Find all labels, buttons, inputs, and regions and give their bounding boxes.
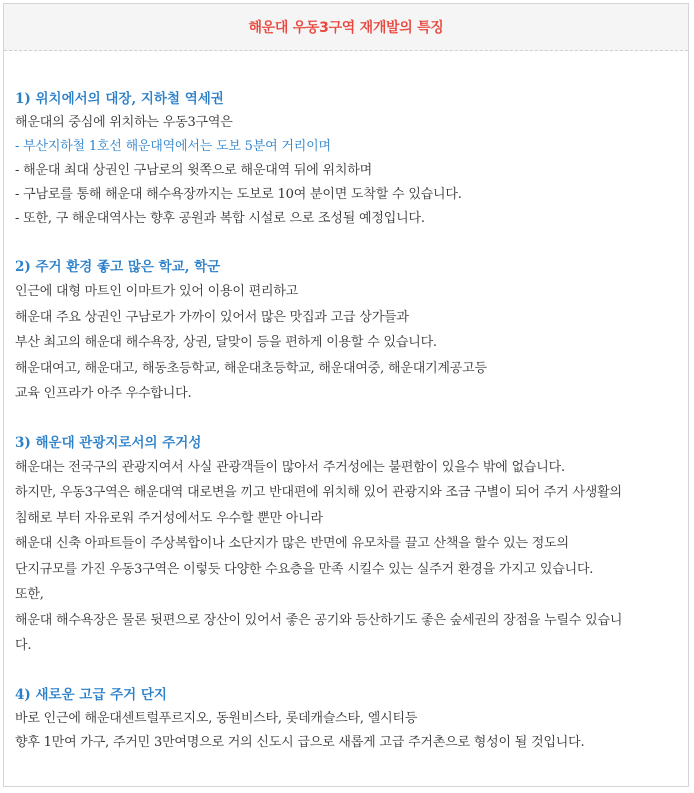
text-line: 해운대는 전국구의 관광지여서 사실 관광객들이 많아서 주거성에는 불편함이 있을수 밖에 없습니다. [15, 459, 565, 475]
section-title: 3) 해운대 관광지로서의 주거성 [15, 434, 202, 451]
page-title: 해운대 우동3구역 재개발의 특징 [248, 20, 444, 36]
section-location [15, 87, 677, 231]
section-environment [15, 255, 677, 407]
header-bar [4, 4, 688, 51]
text-line: 해운대 주요 상권인 구남로가 가까이 있어서 많은 맛집과 고급 상가들과 [15, 309, 409, 325]
text-line: 인근에 대형 마트인 이마트가 있어 이용이 편리하고 [15, 284, 299, 299]
text-line: 해운대여고, 해운대고, 해동초등학교, 해운대초등학교, 해운대여중, 해운대기계공고등 [15, 360, 487, 376]
text-line: - 해운대 최대 상권인 구남로의 윗쪽으로 해운대역 뒤에 위치하며 [15, 163, 372, 178]
section-title: 2) 주거 환경 좋고 많은 학교, 학군 [15, 259, 221, 275]
section-title: 1) 위치에서의 대장, 지하철 역세권 [15, 91, 224, 107]
section-title: 4) 새로운 고급 주거 단지 [15, 686, 167, 703]
text-line: 단지규모를 가진 우동3구역은 이렇듯 다양한 수요층을 만족 시킬수 있는 실주거 환경을 가지고 있습니다. [15, 561, 594, 577]
text-line: 해운대 신축 아파트들이 주상복합이나 소단지가 많은 반면에 유모차를 끌고 산책을 할수 있는 정도의 [15, 536, 569, 551]
text-line: 다. [15, 638, 32, 653]
text-line: 향후 1만여 가구, 주거민 3만여명으로 거의 신도시 급으로 새롭게 고급 주거촌으로 형성이 될 것입니다. [15, 734, 585, 750]
text-line: 또한, [15, 587, 44, 602]
section-new-complex [15, 683, 677, 755]
text-line: 바로 인근에 해운대센트럴푸르지오, 동원비스타, 롯데캐슬스타, 엘시티등 [15, 710, 418, 726]
article-frame [3, 3, 689, 787]
text-line: - 구남로를 통해 해운대 해수욕장까지는 도보로 10여 분이면 도착할 수 있습니다. [15, 187, 462, 202]
text-line: 해운대 해수욕장은 물론 뒷편으로 장산이 있어서 좋은 공기와 등산하기도 좋은 숲세권의 장점을 누릴수 있습니 [15, 612, 623, 628]
text-line: 침해로 부터 자유로워 주거성에서도 우수할 뿐만 아니라 [15, 510, 323, 526]
text-line: - 부산지하철 1호선 해운대역에서는 도보 5분여 거리이며 [15, 139, 331, 154]
text-line: - 또한, 구 해운대역사는 향후 공원과 복합 시설로 으로 조성될 예정입니다. [15, 211, 425, 226]
text-line: 해운대의 중심에 위치하는 우동3구역은 [15, 115, 233, 130]
article-content [4, 51, 688, 755]
text-line: 하지만, 우동3구역은 해운대역 대로변을 끼고 반대편에 위치해 있어 관광지와 조금 구별이 되어 주거 사생활의 [15, 485, 622, 500]
text-line: 부산 최고의 해운대 해수욕장, 상권, 달맞이 등을 편하게 이용할 수 있습니다. [15, 335, 437, 350]
section-tourism [15, 431, 677, 659]
text-line: 교육 인프라가 아주 우수합니다. [15, 386, 192, 401]
